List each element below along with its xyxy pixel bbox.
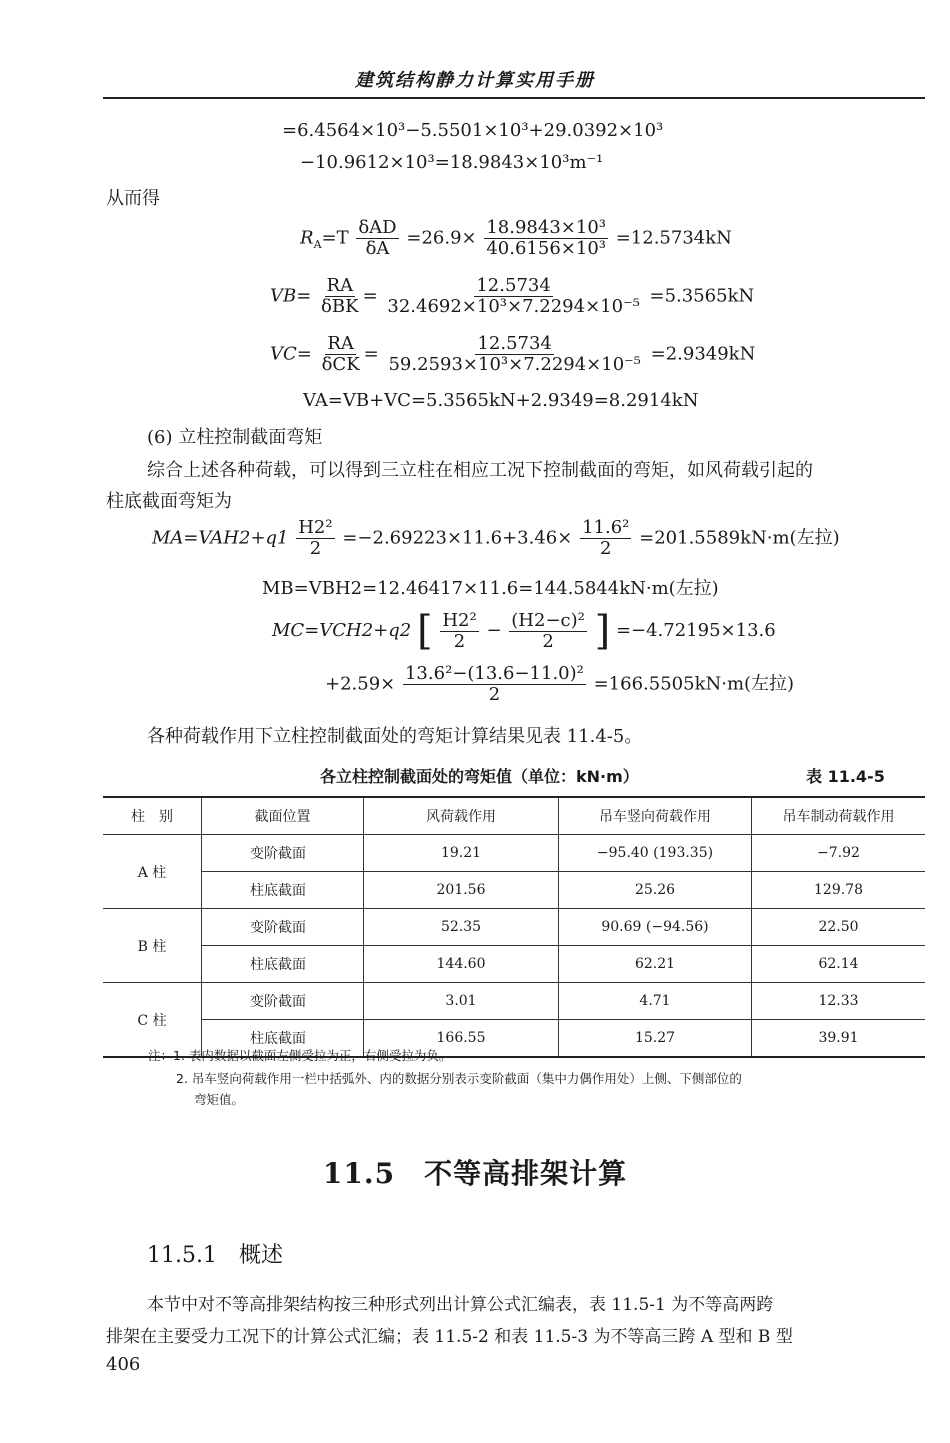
mc2-lhs: +2.59× — [325, 673, 396, 695]
equation-mc: MC=VCH2+q2 [ $\frac{\text{H2²}}{2}$ − $\frac{\text{(H2−c)²}}{2}$ ] =−4.72195×13.6 — [272, 608, 776, 654]
section-6-heading: (6) 立柱控制截面弯矩 — [147, 427, 323, 448]
ra-result: =12.5734kN — [615, 227, 732, 249]
mc-frac2-numerator: (H2−c)² — [511, 609, 585, 631]
ma-frac2-denominator: 2 — [600, 538, 612, 559]
table-cell: −7.92 — [752, 835, 926, 872]
equation-ra — [300, 218, 732, 259]
table-row — [103, 872, 925, 909]
mc-frac2-denominator: 2 — [542, 630, 554, 652]
ra-equals-t: =T — [321, 227, 349, 249]
header-column: 柱 别 — [103, 797, 202, 835]
mc-frac1-denominator: 2 — [453, 630, 466, 652]
table-cell: 变阶截面 — [202, 835, 364, 872]
table-row — [103, 909, 925, 946]
ma-frac1-numerator: H2² — [298, 517, 333, 538]
table-cell: 22.50 — [752, 909, 926, 946]
vc-fraction-2 — [386, 334, 642, 375]
mc-tail: =−4.72195×13.6 — [615, 620, 776, 641]
header-wind: 风荷载作用 — [364, 797, 559, 835]
group-label: A 柱 — [103, 835, 202, 909]
ra-frac2-numerator: 18.9843×10³ — [486, 217, 606, 238]
ra-multiplier: =26.9× — [406, 227, 477, 249]
mc-fraction-1 — [440, 611, 478, 652]
section-6-para-line-1: 综合上述各种荷载，可以得到三立柱在相应工况下控制截面的弯矩，如风荷载引起的 — [147, 460, 813, 481]
vb-frac1-numerator: RA — [326, 275, 354, 296]
page-number: 406 — [106, 1354, 141, 1375]
ma-middle: =−2.69223×11.6+3.46× — [342, 527, 573, 549]
header-crane-braking: 吊车制动荷载作用 — [752, 797, 926, 835]
table-cell: 变阶截面 — [202, 983, 364, 1020]
vb-fraction-1 — [319, 276, 361, 317]
ra-frac2-denominator: 40.6156×10³ — [486, 238, 606, 259]
table-cell: 柱底截面 — [202, 946, 364, 983]
equation-va: VA=VB+VC=5.3565kN+2.9349=8.2914kN — [303, 390, 699, 411]
mc-lhs: MC=VCH2+q2 — [272, 620, 412, 641]
running-header: 建筑结构静力计算实用手册 — [355, 70, 595, 91]
table-cell: 柱底截面 — [202, 1020, 364, 1058]
equation-mb: MB=VBH2=12.46417×11.6=144.5844kN·m(左拉) — [262, 578, 719, 599]
ra-fraction-1 — [356, 218, 398, 259]
section-heading: 11.5 不等高排架计算 — [322, 1157, 628, 1190]
table-number: 表 11.4-5 — [806, 767, 885, 786]
table-caption: 各立柱控制截面处的弯矩值（单位：kN·m） — [320, 767, 639, 786]
mc2-result: =166.5505kN·m(左拉) — [593, 673, 795, 695]
ra-frac1-numerator: δAD — [358, 217, 397, 238]
table-cell: 201.56 — [364, 872, 559, 909]
vc-lhs: VC= — [270, 343, 312, 365]
vc-frac1-numerator: RA — [327, 333, 354, 354]
ra-fraction-2 — [484, 218, 608, 259]
table-cell: 90.69 (−94.56) — [559, 909, 752, 946]
equation-vc: VC= $\frac{RA}{\text{δCK}}$ = $\frac{12.5734}{\text{59.2593×10³×7.2294×10⁻⁵}}$ =2.9349kN — [270, 333, 756, 375]
mc2-fraction — [403, 664, 586, 705]
ra-frac1-denominator: δA — [365, 238, 390, 259]
table-cell: 25.26 — [559, 872, 752, 909]
ma-fraction-1 — [296, 518, 334, 559]
equation-ma — [152, 518, 840, 559]
equation-mc-continued — [325, 664, 794, 705]
table-cell: 62.14 — [752, 946, 926, 983]
equation-vb: VB= $\frac{RA}{\text{δBK}}$ = $\frac{12.5734}{\text{32.4692×10³×7.2294×10⁻⁵}}$ =5.3565kN — [270, 275, 755, 317]
vb-frac2-denominator: 32.4692×10³×7.2294×10⁻⁵ — [387, 296, 640, 317]
table-cell: 144.60 — [364, 946, 559, 983]
ma-frac2-numerator: 11.6² — [582, 517, 630, 538]
vc-fraction-1 — [320, 334, 362, 375]
section-6-para-line-2: 柱底截面弯矩为 — [106, 491, 232, 512]
ma-result: =201.5589kN·m(左拉) — [639, 527, 840, 549]
table-cell: 19.21 — [364, 835, 559, 872]
equation-line-2: −10.9612×10³=18.9843×10³m⁻¹ — [300, 152, 604, 173]
table-header-row — [103, 797, 925, 835]
ra-symbol: R — [300, 227, 314, 249]
ma-lhs: MA=VAH2+q1 — [152, 527, 289, 549]
vc-frac2-numerator: 12.5734 — [477, 333, 552, 354]
intro-line-2: 排架在主要受力工况下的计算公式汇编；表 11.5-2 和表 11.5-3 为不等高三跨 A 型和 B 型 — [106, 1327, 793, 1347]
mc-minus: − — [486, 620, 502, 641]
vc-result: =2.9349kN — [650, 343, 756, 365]
table-note-2b: 弯矩值。 — [194, 1092, 245, 1107]
table-cell: 4.71 — [559, 983, 752, 1020]
vb-result: =5.3565kN — [649, 285, 755, 307]
table-row — [103, 946, 925, 983]
vc-frac1-denominator: δCK — [321, 354, 360, 375]
equation-line-1: =6.4564×10³−5.5501×10³+29.0392×10³ — [282, 120, 664, 141]
header-section: 截面位置 — [202, 797, 364, 835]
subsection-heading: 11.5.1 概述 — [147, 1243, 283, 1268]
vb-fraction-2 — [385, 276, 641, 317]
vb-frac2-numerator: 12.5734 — [476, 275, 551, 296]
mc-fraction-2 — [509, 611, 587, 652]
group-label: C 柱 — [103, 983, 202, 1058]
table-cell: −95.40 (193.35) — [559, 835, 752, 872]
table-cell: 129.78 — [752, 872, 926, 909]
table-cell: 柱底截面 — [202, 872, 364, 909]
vc-frac2-denominator: 59.2593×10³×7.2294×10⁻⁵ — [388, 354, 641, 375]
results-sentence: 各种荷载作用下立柱控制截面处的弯矩计算结果见表 11.4-5。 — [147, 726, 643, 747]
ma-frac1-denominator: 2 — [309, 538, 322, 559]
header-crane-vertical: 吊车竖向荷载作用 — [559, 797, 752, 835]
mc-frac1-numerator: H2² — [442, 609, 477, 631]
intro-line-1: 本节中对不等高排架结构按三种形式列出计算公式汇编表，表 11.5-1 为不等高两跨 — [147, 1295, 774, 1315]
table-cell: 3.01 — [364, 983, 559, 1020]
table-cell: 166.55 — [364, 1020, 559, 1058]
mc2-frac-numerator: 13.6²−(13.6−11.0)² — [404, 663, 584, 684]
table-cell: 39.91 — [752, 1020, 926, 1058]
table-cell: 12.33 — [752, 983, 926, 1020]
table-note-2a: 2. 吊车竖向荷载作用一栏中括弧外、内的数据分别表示变阶截面（集中力偶作用处）上侧、下侧部位的 — [176, 1071, 742, 1086]
table-cell: 52.35 — [364, 909, 559, 946]
table-cell: 15.27 — [559, 1020, 752, 1058]
therefore-text: 从而得 — [106, 188, 160, 209]
ra-subscript: A — [313, 238, 322, 252]
header-rule — [103, 97, 925, 99]
moment-table — [103, 796, 925, 1058]
table-cell: 变阶截面 — [202, 909, 364, 946]
table-cell: 62.21 — [559, 946, 752, 983]
table-note-1: 注：1. 表内数据以截面左侧受拉为正，右侧受拉为负。 — [148, 1048, 452, 1063]
vb-frac1-denominator: δBK — [321, 296, 359, 317]
mc2-frac-denominator: 2 — [488, 684, 501, 705]
table-row — [103, 983, 925, 1020]
ma-fraction-2 — [580, 518, 631, 559]
group-label: B 柱 — [103, 909, 202, 983]
vb-lhs: VB= — [270, 285, 312, 307]
table-row — [103, 835, 925, 872]
